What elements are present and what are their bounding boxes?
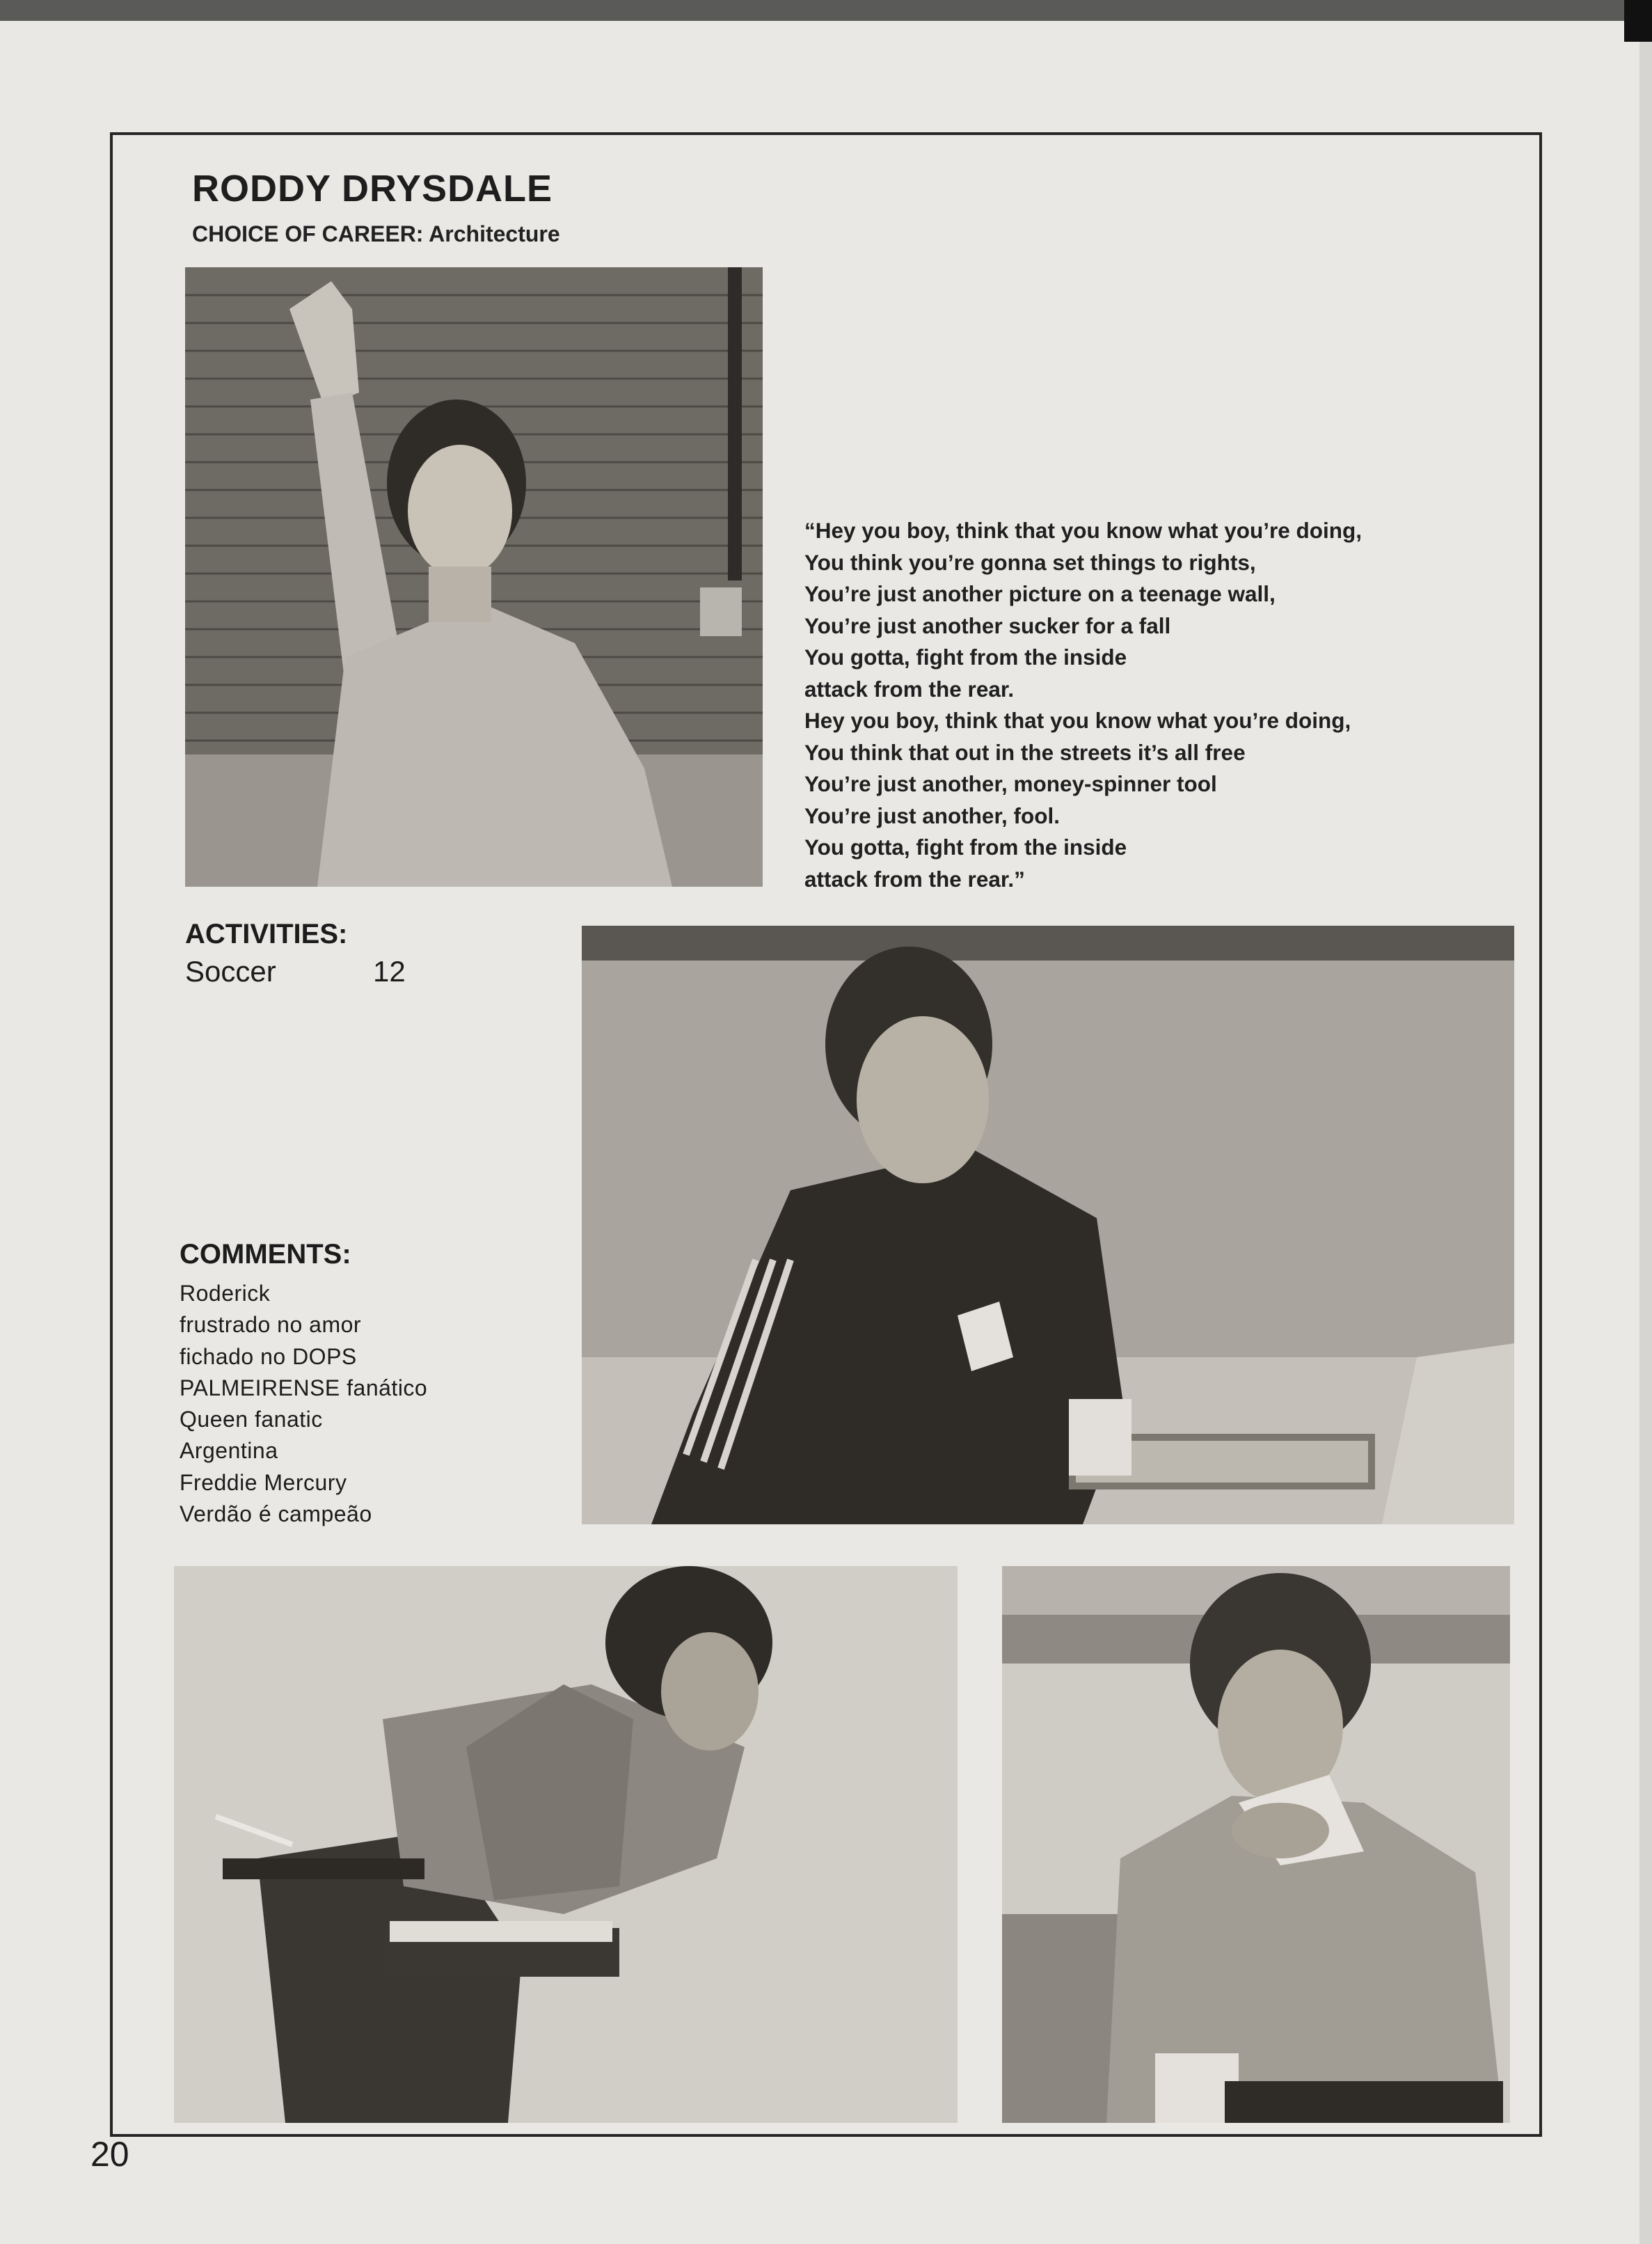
scan-corner-shadow — [1624, 0, 1652, 42]
photo-cafeteria-smiling — [582, 926, 1514, 1524]
quote-line: “Hey you boy, think that you know what you’re doing, — [804, 518, 1362, 543]
photo-portrait-raised-hand — [185, 267, 763, 887]
page-number: 20 — [90, 2135, 129, 2174]
scan-right-edge — [1639, 42, 1652, 2244]
activity-row — [185, 955, 406, 988]
comment-line: Verdão é campeão — [180, 1501, 372, 1527]
comments-list — [180, 1278, 427, 1530]
quote-line: You think that out in the streets it’s all free — [804, 739, 1246, 765]
quote-line: You think you’re gonna set things to rights, — [804, 549, 1256, 575]
comment-line: Freddie Mercury — [180, 1469, 347, 1495]
comment-line: Queen fanatic — [180, 1407, 323, 1432]
comment-line: fichado no DOPS — [180, 1343, 357, 1369]
scan-top-edge — [0, 0, 1652, 21]
song-quote — [804, 515, 1362, 895]
quote-line: Hey you boy, think that you know what you’re doing, — [804, 708, 1351, 733]
photo-seated-at-desk — [174, 1566, 958, 2123]
comment-line: Roderick — [180, 1281, 271, 1306]
comments-heading: COMMENTS: — [180, 1239, 351, 1270]
quote-line: You’re just another picture on a teenage wall, — [804, 581, 1276, 606]
quote-line: attack from the rear. — [804, 676, 1015, 702]
activities-heading: ACTIVITIES: — [185, 919, 348, 949]
quote-line: attack from the rear.” — [804, 866, 1025, 892]
comment-line: frustrado no amor — [180, 1312, 362, 1338]
activity-years: 12 — [373, 955, 406, 988]
quote-line: You’re just another, fool. — [804, 803, 1060, 828]
quote-line: You gotta, fight from the inside — [804, 835, 1127, 860]
comment-line: Argentina — [180, 1438, 278, 1464]
career-choice: CHOICE OF CAREER: Architecture — [192, 221, 560, 246]
activity-name: Soccer — [185, 955, 276, 988]
quote-line: You’re just another, money-spinner tool — [804, 771, 1217, 796]
student-name: RODDY DRYSDALE — [192, 168, 553, 210]
photo-eating-sandwich — [1002, 1566, 1510, 2123]
quote-line: You gotta, fight from the inside — [804, 645, 1127, 670]
comment-line: PALMEIRENSE fanático — [180, 1375, 428, 1400]
quote-line: You’re just another sucker for a fall — [804, 613, 1171, 638]
